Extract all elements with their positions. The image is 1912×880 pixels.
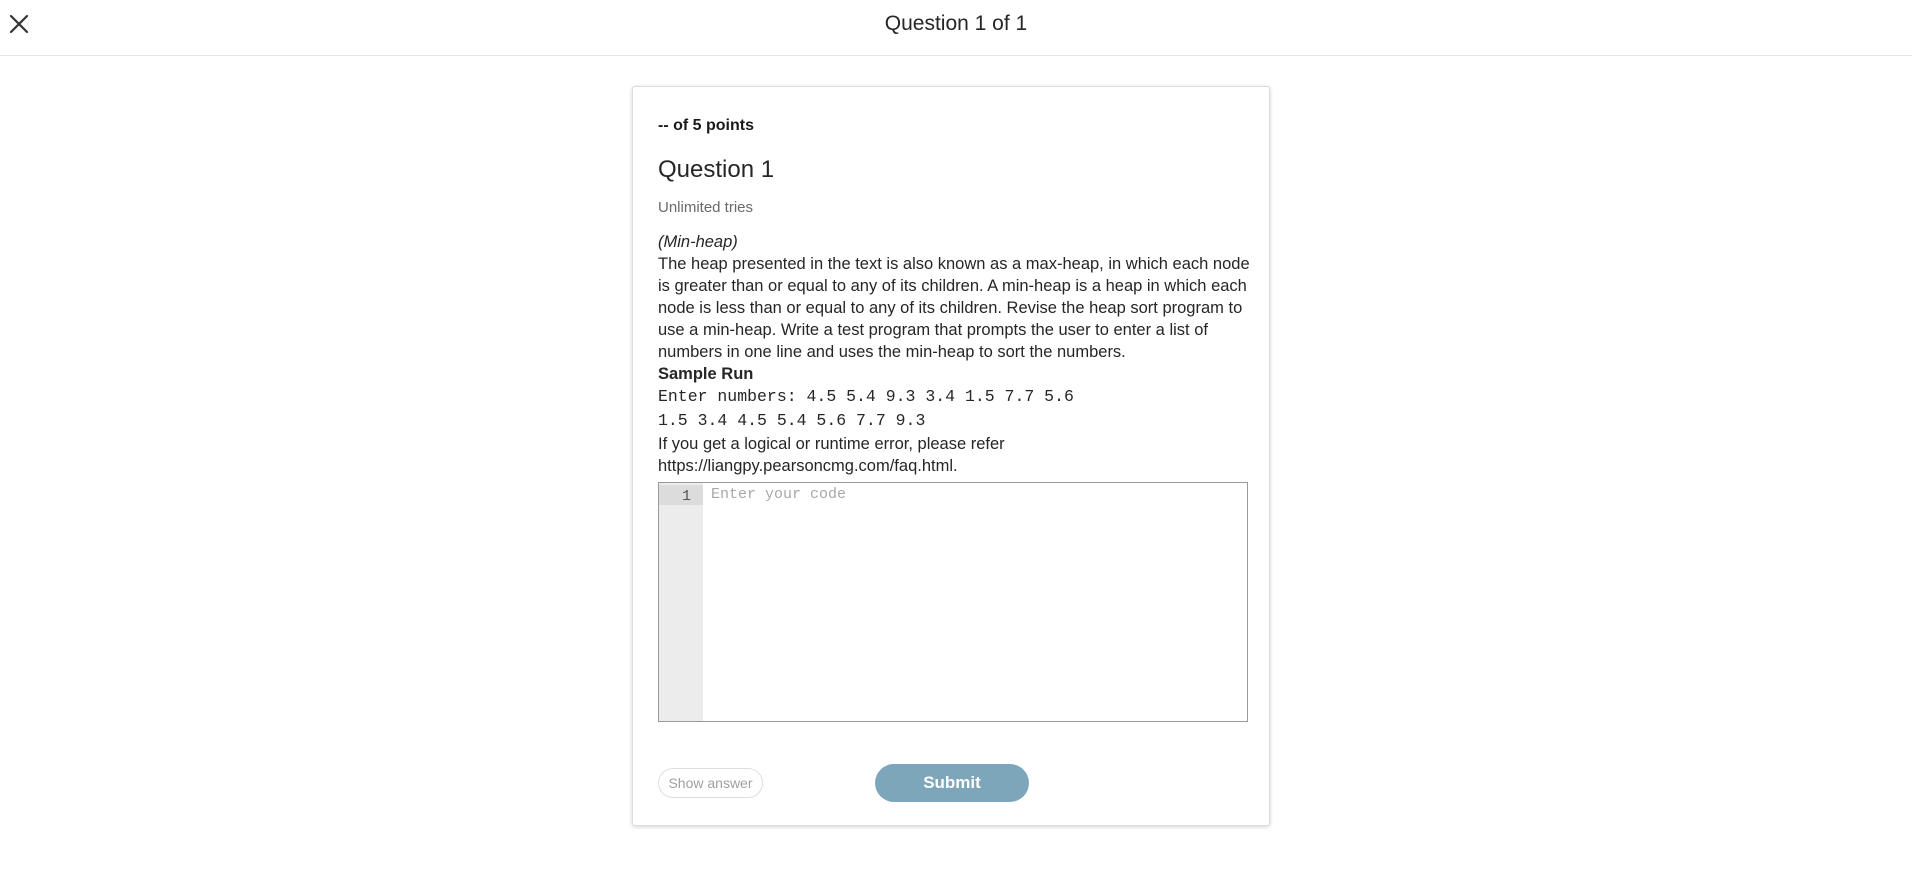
faq-link[interactable]: https://liangpy.pearsoncmg.com/faq.html. [658,457,958,475]
points-label: -- of 5 points [658,117,754,134]
line-gutter [659,483,703,721]
question-description: The heap presented in the text is also known as a max-heap, in which each node is greater than or equal to any of its children. A min-heap is a heap in which each node is less than or equal to any of its children. Revise the heap sort program to use a min-heap. Write a test program that prompts the user to enter a list of numbers in one line and uses the min-heap to sort the numbers. [658,255,1250,361]
question-body [658,231,1250,477]
error-note: If you get a logical or runtime error, please refer [658,435,1005,453]
tries-label: Unlimited tries [658,199,754,216]
question-title: Question 1 [658,156,775,183]
question-heading: (Min-heap) [658,233,738,251]
page-title: Question 1 of 1 [884,12,1028,35]
code-input[interactable] [711,485,1231,713]
sample-run-label: Sample Run [658,365,754,383]
question-card [632,86,1270,826]
sample-run-line-1: Enter numbers: 4.5 5.4 9.3 3.4 1.5 7.7 5.6 [658,387,1074,406]
line-number: 1 [681,488,691,505]
top-bar [0,0,1912,56]
show-answer-button[interactable]: Show answer [658,768,763,798]
submit-button[interactable]: Submit [875,764,1029,802]
sample-run-line-2: 1.5 3.4 4.5 5.4 5.6 7.7 9.3 [658,411,926,430]
code-editor[interactable] [658,482,1248,722]
active-line-gutter [659,485,703,505]
